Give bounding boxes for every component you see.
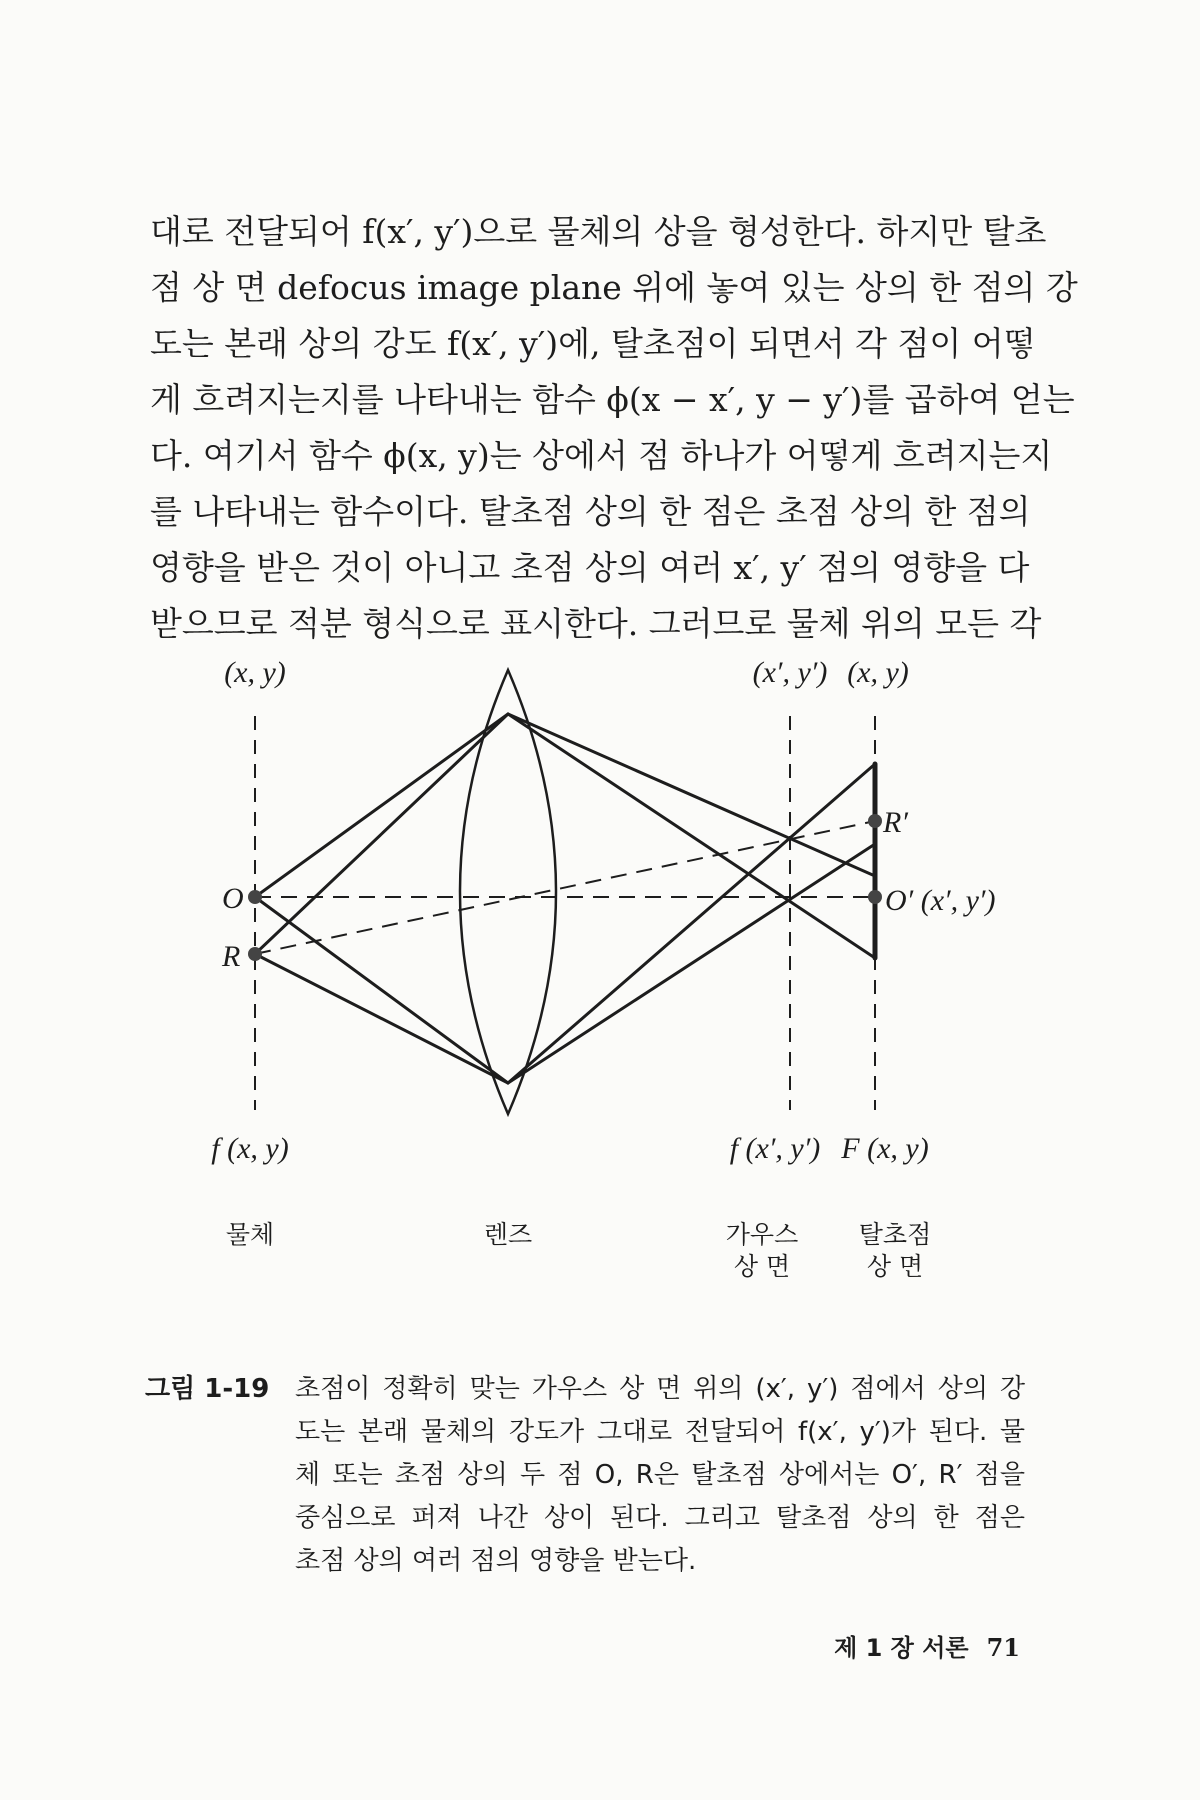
label-defocus-coord: (x, y)	[847, 656, 909, 689]
caption-line: 체 또는 초점 상의 두 점 O, R은 탈초점 상에서는 O′, R′ 점을	[295, 1460, 1025, 1490]
plane-name-defocus-1: 탈초점	[858, 1220, 932, 1249]
page-number: 71	[986, 1633, 1020, 1662]
body-line: 대로 전달되어 f(x′, y′)으로 물체의 상을 형성한다. 하지만 탈초	[150, 212, 1047, 251]
plane-name-lens: 렌즈	[483, 1220, 533, 1249]
ray-O-top	[255, 714, 508, 897]
caption-line: 초점 상의 여러 점의 영향을 받는다.	[295, 1546, 697, 1576]
body-line: 다. 여기서 함수 ϕ(x, y)는 상에서 점 하나가 어떻게 흐려지는지	[150, 436, 1053, 475]
label-R: R	[222, 940, 241, 973]
ray-R-bottom-image	[508, 844, 875, 1083]
label-defocus-intensity: F (x, y)	[841, 1132, 929, 1165]
ray-R-bottom	[255, 954, 508, 1083]
ray-O-top-image	[508, 714, 875, 958]
body-line: 받으므로 적분 형식으로 표시한다. 그러므로 물체 위의 모든 각	[150, 604, 1042, 643]
label-gauss-intensity: f (x′, y′)	[729, 1132, 821, 1165]
plane-name-gauss-1: 가우스	[725, 1220, 799, 1249]
caption-line: 초점이 정확히 맞는 가우스 상 면 위의 (x′, y′) 점에서 상의 강	[295, 1374, 1025, 1404]
label-gauss-coord: (x′, y′)	[752, 656, 828, 689]
point-O-prime	[868, 890, 882, 904]
ray-R-top	[255, 714, 508, 954]
page-footer	[834, 1628, 1020, 1663]
body-line: 점 상 면 defocus image plane 위에 놓여 있는 상의 한 점의 강	[150, 268, 1078, 307]
point-R-prime	[868, 814, 882, 828]
body-line: 를 나타내는 함수이다. 탈초점 상의 한 점은 초점 상의 한 점의	[150, 492, 1031, 531]
ray-O-bottom-image	[508, 764, 875, 1083]
label-object-coord: (x, y)	[224, 656, 286, 689]
body-line: 영향을 받은 것이 아니고 초점 상의 여러 x′, y′ 점의 영향을 다	[150, 548, 1030, 587]
ray-R-top-image	[508, 714, 875, 876]
body-line: 도는 본래 상의 강도 f(x′, y′)에, 탈초점이 되면서 각 점이 어떻	[150, 324, 1036, 363]
caption-text	[295, 1368, 1025, 1583]
label-R-prime: R′	[883, 806, 908, 839]
caption-line: 도는 본래 물체의 강도가 그대로 전달되어 f(x′, y′)가 된다. 물	[295, 1417, 1025, 1447]
plane-name-gauss-2: 상 면	[733, 1252, 791, 1281]
point-R	[248, 947, 262, 961]
point-O	[248, 890, 262, 904]
caption-label: 그림 1-19	[145, 1374, 270, 1404]
plane-name-defocus-2: 상 면	[866, 1252, 924, 1281]
plane-name-object: 물체	[225, 1220, 275, 1249]
chief-ray-R	[255, 821, 875, 954]
label-O: O	[222, 882, 244, 915]
caption-line: 중심으로 퍼져 나간 상이 된다. 그리고 탈초점 상의 한 점은	[295, 1503, 1025, 1533]
chapter-title: 제 1 장 서론	[834, 1634, 969, 1662]
body-line: 게 흐려지는지를 나타내는 함수 ϕ(x − x′, y − y′)를 곱하여 얻는	[150, 380, 1075, 419]
label-O-prime: O′ (x′, y′)	[885, 884, 996, 917]
label-object-intensity: f (x, y)	[211, 1132, 289, 1165]
